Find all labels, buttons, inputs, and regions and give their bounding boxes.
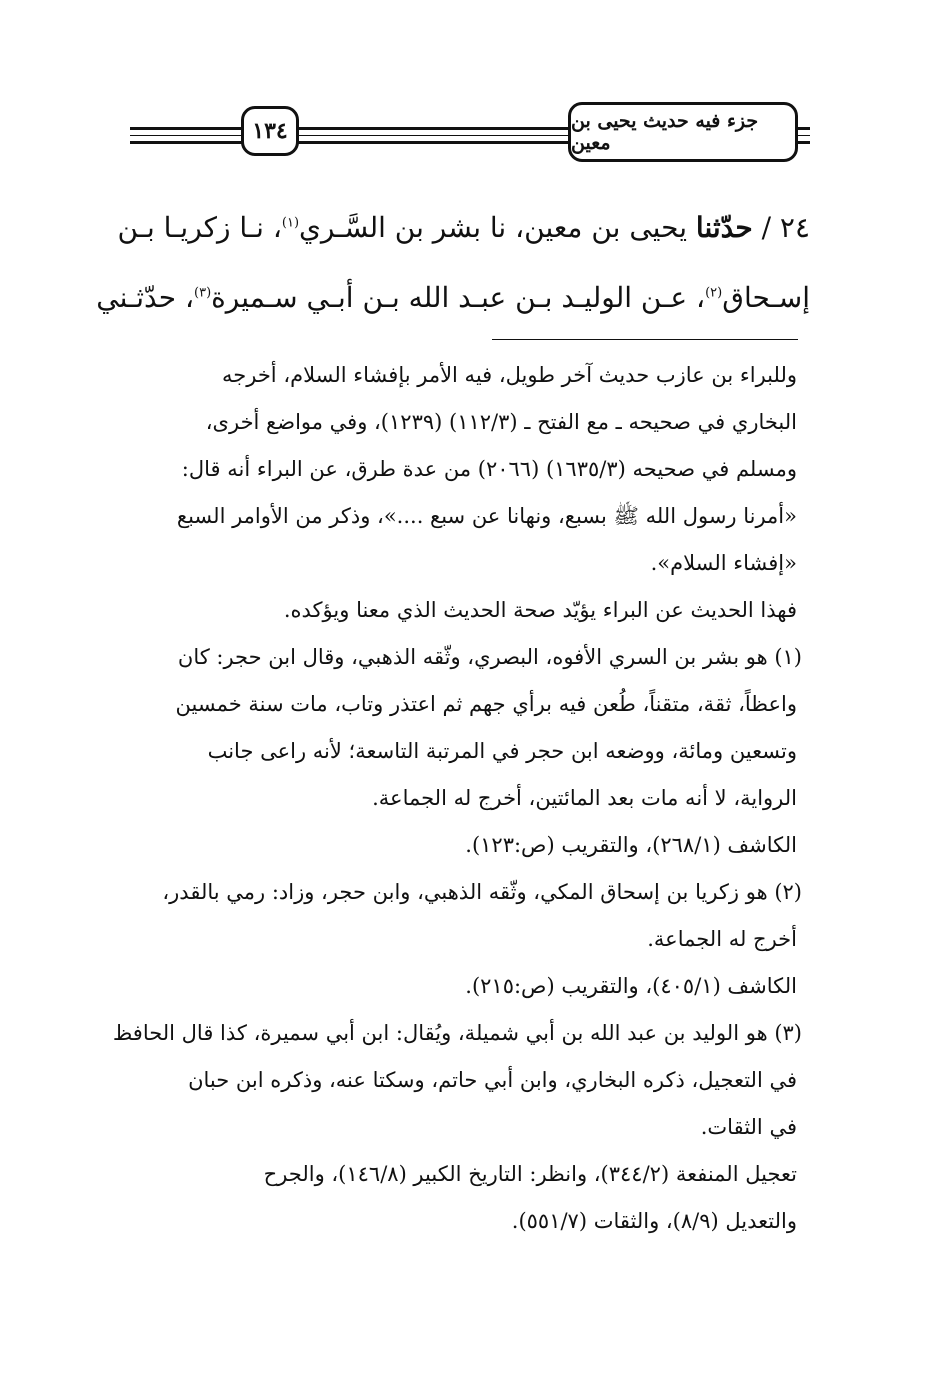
footnote-line: واعظاً، ثقة، متقناً، طُعن فيه برأي جهم ثم اعتذر وتاب، مات سنة خمسين <box>175 692 797 716</box>
page-number: ١٣٤ <box>241 106 299 156</box>
hadith-number: ٢٤ / <box>752 211 810 244</box>
footnote-line: الكاشف (٢٦٨/١)، والتقريب (ص:١٢٣). <box>465 833 797 857</box>
footnote-1: (١) هو بشر بن السري الأفوه، البصري، وثّقه الذهبي، وقال ابن حجر: كان <box>177 645 802 669</box>
main-text: ، عـن الوليـد بـن عبـد الله بـن أبـي سـميرة <box>211 281 706 314</box>
footnote-3: (٣) هو الوليد بن عبد الله بن أبي شميلة، ويُقال: ابن أبي سميرة، كذا قال الحافظ <box>112 1021 802 1045</box>
footnote-line: «إفشاء السلام». <box>650 551 797 575</box>
footnote-2: (٢) هو زكريا بن إسحاق المكي، وثّقه الذهبي، وابن حجر، وزاد: رمي بالقدر، <box>162 880 802 904</box>
footnote-line: الكاشف (٤٠٥/١)، والتقريب (ص:٢١٥). <box>465 974 797 998</box>
main-text: ، نـا زكريـا بـن <box>117 211 282 244</box>
footnote-line: في التعجيل، ذكره البخاري، وابن أبي حاتم، وسكتا عنه، وذكره ابن حبان <box>188 1068 797 1092</box>
footnote-line: تعجيل المنفعة (٣٤٤/٢)، وانظر: التاريخ الكبير (١٤٦/٨)، والجرح <box>263 1162 797 1186</box>
running-title: جزء فيه حديث يحيى بن معين <box>568 102 798 162</box>
footnote-line: «أمرنا رسول الله ﷺ بسبع، ونهانا عن سبع ....»، وذكر من الأوامر السبع <box>176 504 797 528</box>
footnote-line: وتسعين ومائة، ووضعه ابن حجر في المرتبة التاسعة؛ لأنه راعى جانب <box>207 739 797 763</box>
footnote-line: في الثقات. <box>700 1115 797 1139</box>
footnote-line: الرواية، لا أنه مات بعد المائتين، أخرج له الجماعة. <box>372 786 797 810</box>
footnote-line: فهذا الحديث عن البراء يؤيّد صحة الحديث الذي معنا ويؤكده. <box>283 598 797 622</box>
main-text: يحيى بن معين، نا بشر بن السَّـري <box>299 211 696 244</box>
main-text: إسـحاق <box>722 281 810 314</box>
footnote-line: وللبراء بن عازب حديث آخر طويل، فيه الأمر بإفشاء السلام، أخرجه <box>222 363 797 387</box>
footnote-line: البخاري في صحيحه ـ مع الفتح ـ (١١٢/٣) (١٢٣٩)، وفي مواضع أخرى، <box>205 410 797 434</box>
main-text: ، حدّثـني <box>96 281 194 314</box>
footnote-line: أخرج له الجماعة. <box>647 927 797 951</box>
footnote-ref: (٣) <box>194 285 212 301</box>
main-text-line <box>96 267 810 329</box>
hadith-opening: حدّثنا <box>695 211 753 244</box>
footnote-line: والتعديل (٨/٩)، والثقات (٥٥١/٧). <box>511 1209 797 1233</box>
footnote-line: ومسلم في صحيحه (١٦٣٥/٣) (٢٠٦٦) من عدة طرق، عن البراء أنه قال: <box>181 457 797 481</box>
footnote-ref: (١) <box>281 215 300 231</box>
main-text-line <box>117 197 810 259</box>
footnote-ref: (٢) <box>705 285 723 301</box>
footnote-separator <box>492 339 798 340</box>
